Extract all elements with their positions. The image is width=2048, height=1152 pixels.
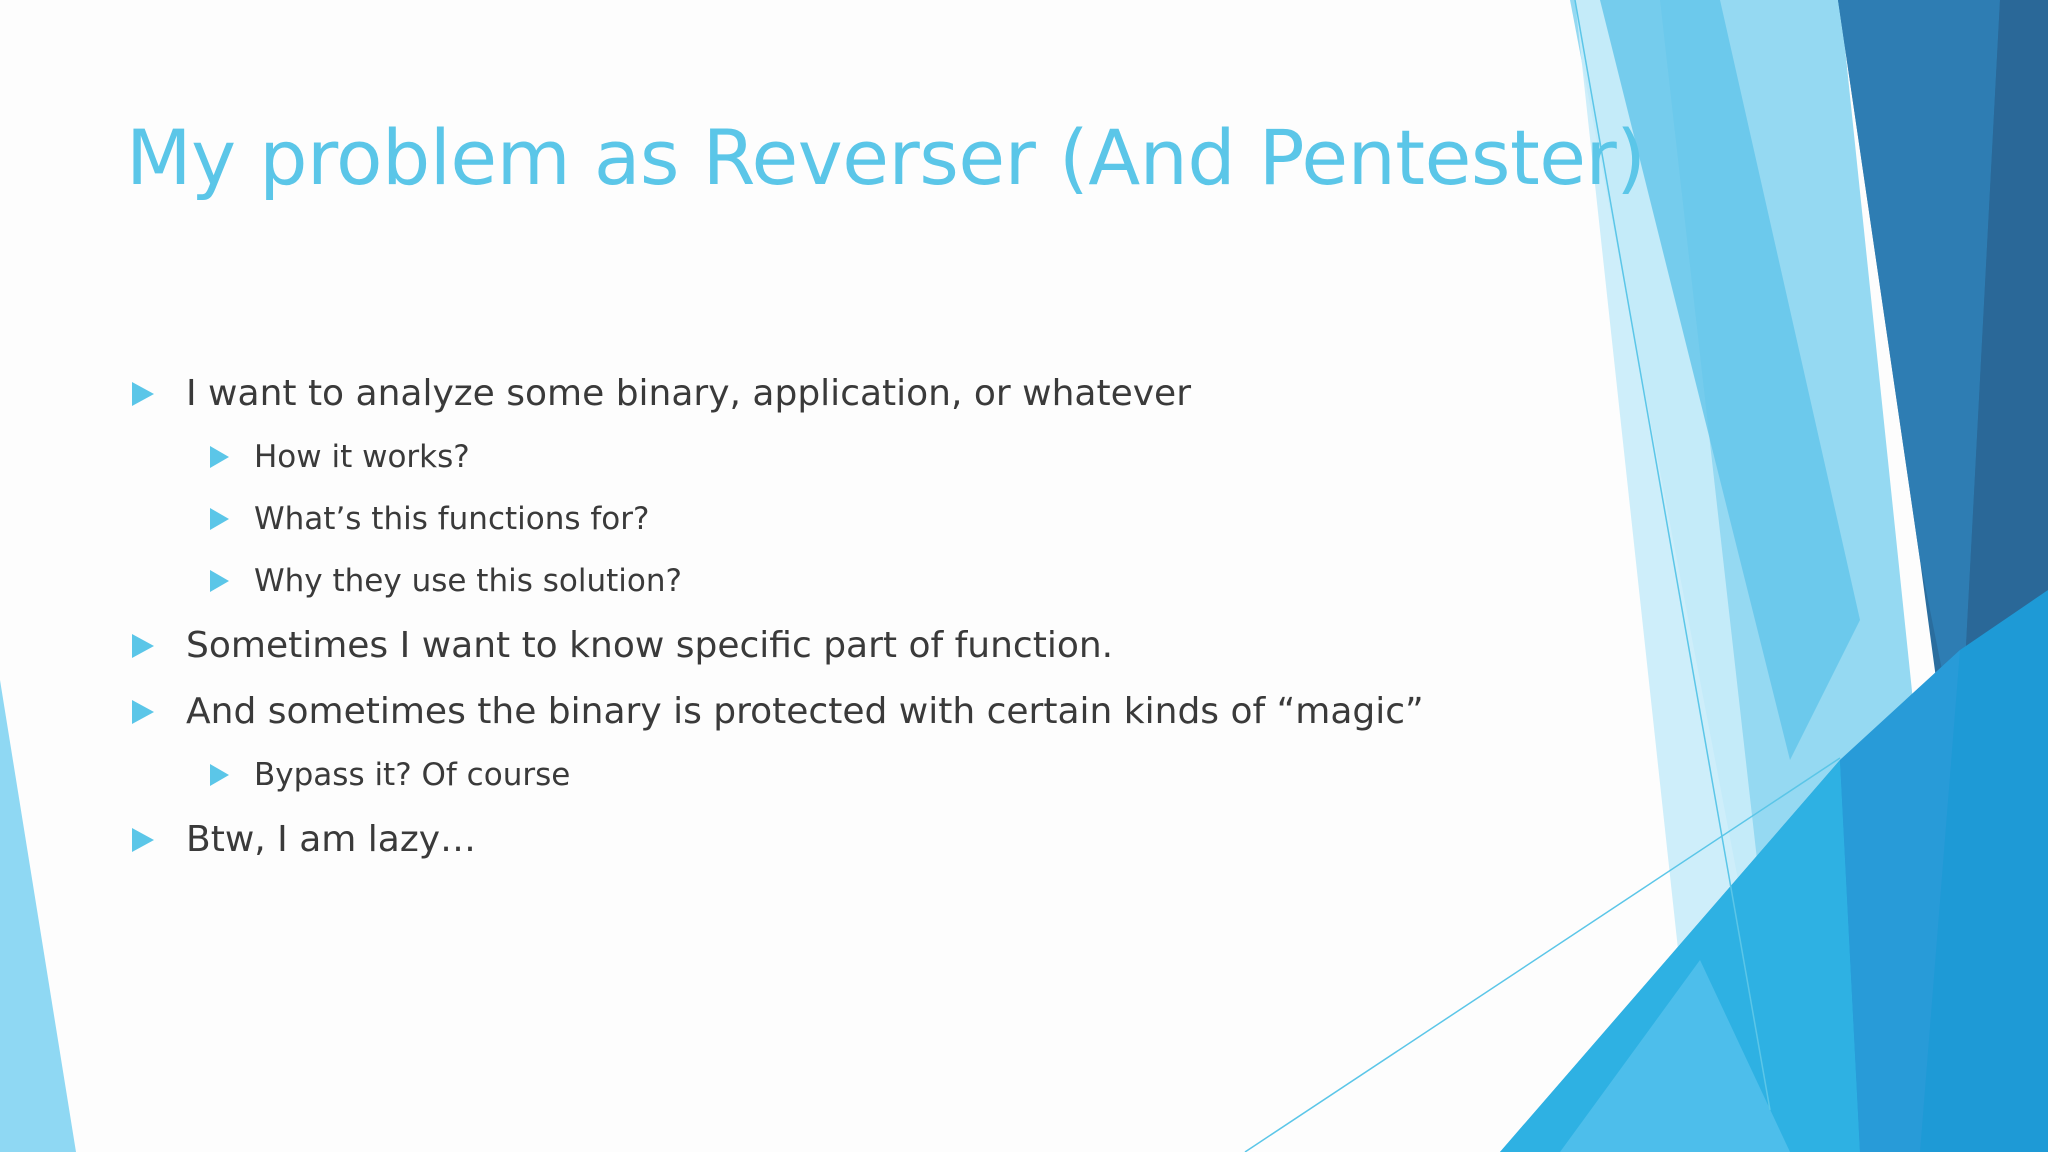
triangle-right-icon bbox=[132, 382, 154, 406]
sub-bullet-text: Bypass it? Of course bbox=[254, 757, 571, 793]
triangle-right-icon bbox=[210, 570, 229, 592]
bullet-text: Btw, I am lazy… bbox=[186, 819, 477, 860]
bullet-item bbox=[130, 812, 1510, 878]
left-edge-shape bbox=[0, 680, 76, 1152]
slide-title: My problem as Reverser (And Pentester) bbox=[126, 113, 1646, 202]
sub-bullet-item bbox=[130, 494, 1510, 556]
triangle-right-icon bbox=[210, 764, 229, 786]
bullet-item bbox=[130, 366, 1510, 432]
triangle-right-icon bbox=[210, 508, 229, 530]
sub-bullet-item bbox=[130, 556, 1510, 618]
sub-bullet-text: Why they use this solution? bbox=[254, 563, 682, 599]
triangle-right-icon bbox=[132, 700, 154, 724]
sub-bullet-text: What’s this functions for? bbox=[254, 501, 650, 537]
triangle-right-icon bbox=[210, 446, 229, 468]
triangle-right-icon bbox=[132, 634, 154, 658]
bullet-item bbox=[130, 684, 1510, 750]
sub-bullet-text: How it works? bbox=[254, 439, 470, 475]
triangle-right-icon bbox=[132, 828, 154, 852]
sub-bullet-item bbox=[130, 432, 1510, 494]
sub-bullet-item bbox=[130, 750, 1510, 812]
bullet-item bbox=[130, 618, 1510, 684]
bullet-text: And sometimes the binary is protected with certain kinds of “magic” bbox=[186, 691, 1424, 732]
bullet-text: I want to analyze some binary, application, or whatever bbox=[186, 373, 1191, 414]
bullet-text: Sometimes I want to know specific part of function. bbox=[186, 625, 1114, 666]
bullet-list bbox=[130, 366, 1510, 878]
